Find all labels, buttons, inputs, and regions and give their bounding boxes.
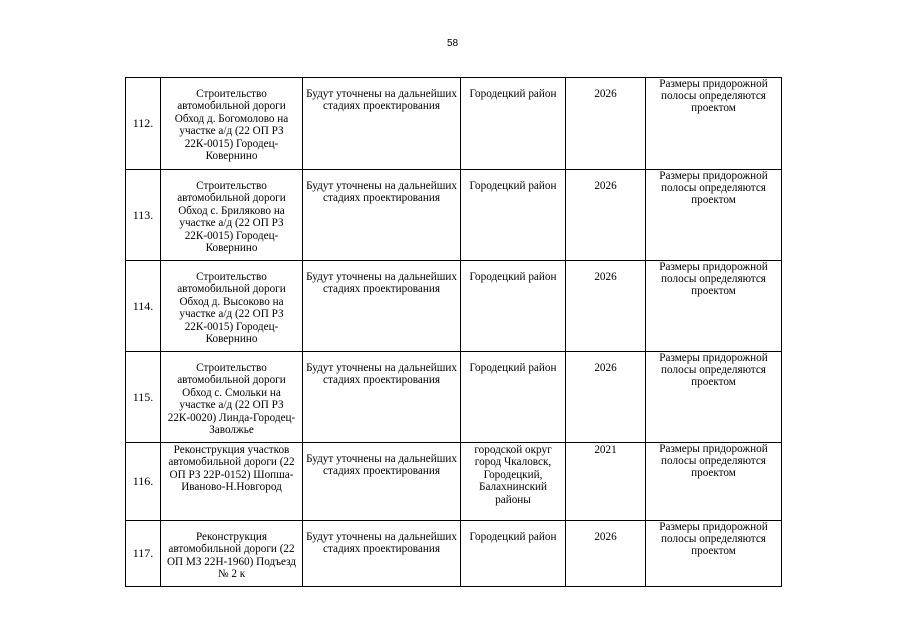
project-note: Размеры придорожной полосы определяются проектом <box>646 261 782 352</box>
row-number: 113. <box>126 170 161 261</box>
project-bounds: Будут уточнены на дальнейших стадиях проектирования <box>303 78 461 170</box>
row-number: 114. <box>126 261 161 352</box>
table-row <box>126 261 782 352</box>
row-number: 112. <box>126 78 161 170</box>
project-note: Размеры придорожной полосы определяются проектом <box>646 352 782 443</box>
table-row <box>126 443 782 521</box>
project-bounds: Будут уточнены на дальнейших стадиях проектирования <box>303 443 461 521</box>
project-note: Размеры придорожной полосы определяются проектом <box>646 170 782 261</box>
project-bounds: Будут уточнены на дальнейших стадиях проектирования <box>303 170 461 261</box>
project-bounds: Будут уточнены на дальнейших стадиях проектирования <box>303 261 461 352</box>
page-number: 58 <box>446 38 459 49</box>
project-year: 2026 <box>566 352 646 443</box>
project-year: 2026 <box>566 78 646 170</box>
table-row <box>126 170 782 261</box>
project-year: 2026 <box>566 170 646 261</box>
project-year: 2026 <box>566 261 646 352</box>
project-year: 2021 <box>566 443 646 521</box>
project-name: Строительство автомобильной дороги Обход д. Богомолово на участке а/д (22 ОП РЗ 22К-0015) Городец-Ковернино <box>161 78 303 170</box>
table-row <box>126 78 782 170</box>
project-name: Строительство автомобильной дороги Обход д. Высоково на участке а/д (22 ОП РЗ 22К-0015) Городец-Ковернино <box>161 261 303 352</box>
project-name: Реконструкция участков автомобильной дороги (22 ОП РЗ 22Р-0152) Шопша-Иваново-Н.Новгород <box>161 443 303 521</box>
project-note: Размеры придорожной полосы определяются проектом <box>646 78 782 170</box>
project-district: Городецкий район <box>461 261 566 352</box>
project-note: Размеры придорожной полосы определяются проектом <box>646 521 782 587</box>
row-number: 117. <box>126 521 161 587</box>
project-name: Реконструкция автомобильной дороги (22 ОП МЗ 22Н-1960) Подъезд № 2 к <box>161 521 303 587</box>
table-row <box>126 352 782 443</box>
project-name: Строительство автомобильной дороги Обход с. Смольки на участке а/д (22 ОП РЗ 22К-0020) Линда-Городец-Заволжье <box>161 352 303 443</box>
project-name: Строительство автомобильной дороги Обход с. Бриляково на участке а/д (22 ОП РЗ 22К-0015) Городец-Ковернино <box>161 170 303 261</box>
project-note: Размеры придорожной полосы определяются проектом <box>646 443 782 521</box>
project-district: Городецкий район <box>461 521 566 587</box>
road-projects-table <box>125 77 782 587</box>
project-district: городской округ город Чкаловск, Городецкий, Балахнинский районы <box>461 443 566 521</box>
row-number: 116. <box>126 443 161 521</box>
project-year: 2026 <box>566 521 646 587</box>
project-district: Городецкий район <box>461 170 566 261</box>
project-bounds: Будут уточнены на дальнейших стадиях проектирования <box>303 352 461 443</box>
table-row <box>126 521 782 587</box>
project-district: Городецкий район <box>461 78 566 170</box>
project-bounds: Будут уточнены на дальнейших стадиях проектирования <box>303 521 461 587</box>
project-district: Городецкий район <box>461 352 566 443</box>
row-number: 115. <box>126 352 161 443</box>
